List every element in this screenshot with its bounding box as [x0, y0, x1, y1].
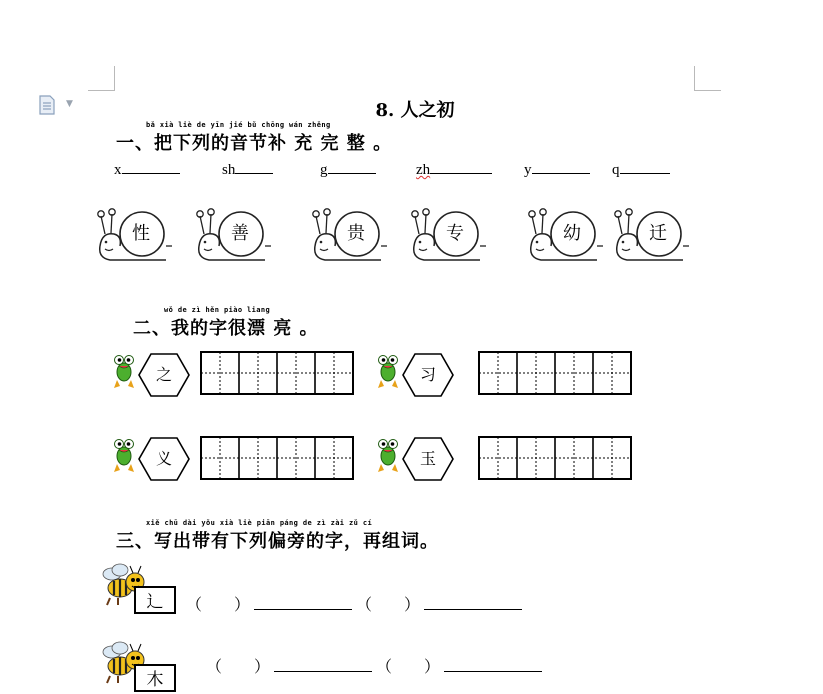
frog-icon [376, 436, 400, 474]
section2-heading: 二、我的字很漂 亮 。 [133, 318, 319, 339]
blank-label: x [114, 162, 122, 178]
hexagon-char-box [138, 353, 190, 397]
blank-label: q [612, 162, 620, 178]
snail-card [613, 202, 693, 266]
word-blank[interactable] [274, 657, 372, 672]
tianzige-grid[interactable] [200, 351, 354, 395]
model-char: 习 [419, 365, 436, 384]
radical-box: 辶 [134, 586, 176, 614]
pinyin-blank-2[interactable] [222, 162, 273, 179]
page-corner-top-left [88, 66, 115, 91]
section2-pinyin: wǒ de zì hěn piào liang [164, 306, 271, 314]
snail-card [96, 202, 176, 266]
word-blank[interactable] [254, 595, 352, 610]
hexagon-char-box [402, 353, 454, 397]
fill-row-1[interactable] [186, 592, 522, 615]
paren-blank[interactable]: （ ） [376, 659, 441, 676]
snail-char: 贵 [347, 223, 365, 244]
tianzige-grid[interactable] [478, 436, 632, 480]
tianzige-grid[interactable] [200, 436, 354, 480]
snail-card [410, 202, 490, 266]
paren-blank[interactable]: （ ） [206, 659, 271, 676]
blank-label: zh [416, 162, 431, 178]
hexagon-char-box [138, 437, 190, 481]
tianzige-grid[interactable] [478, 351, 632, 395]
fill-row-2[interactable] [206, 654, 542, 677]
snail-char: 善 [231, 223, 249, 244]
blank-label: g [320, 162, 328, 178]
section1-heading: 一、把下列的音节补 充 完 整 。 [116, 133, 393, 154]
word-blank[interactable] [444, 657, 542, 672]
pinyin-blank-6[interactable] [612, 162, 670, 179]
section1-pinyin: bǎ xià liè de yīn jié bǔ chōng wán zhěng [146, 121, 331, 129]
section3-heading: 三、写出带有下列偏旁的字，再组词。 [116, 531, 439, 552]
snail-char: 专 [446, 223, 464, 244]
blank-label: y [524, 162, 532, 178]
snail-char: 幼 [563, 223, 581, 244]
radical-box: 木 [134, 664, 176, 692]
snail-char: 迁 [649, 223, 667, 244]
page-corner-top-right [694, 66, 721, 91]
model-char: 玉 [419, 449, 436, 468]
pinyin-blank-5[interactable] [524, 162, 590, 179]
snail-char: 性 [132, 223, 150, 244]
paren-blank[interactable]: （ ） [186, 597, 251, 614]
snail-card [195, 202, 275, 266]
paren-blank[interactable]: （ ） [356, 597, 421, 614]
frog-icon [112, 436, 136, 474]
blank-label: sh [222, 162, 236, 178]
dropdown-caret-icon[interactable]: ▼ [66, 99, 73, 109]
document-icon[interactable] [38, 95, 56, 115]
model-char: 义 [155, 449, 172, 468]
section3-pinyin: xiě chū dài yǒu xià liè piān páng de zì zài zǔ cí [146, 519, 373, 527]
hexagon-char-box [402, 437, 454, 481]
pinyin-blank-4[interactable] [416, 162, 492, 179]
word-blank[interactable] [424, 595, 522, 610]
snail-card [527, 202, 607, 266]
frog-icon [112, 352, 136, 390]
model-char: 之 [155, 365, 172, 384]
pinyin-blank-1[interactable] [114, 162, 180, 179]
frog-icon [376, 352, 400, 390]
lesson-title: 8. 人之初 [375, 100, 455, 121]
pinyin-blank-3[interactable] [320, 162, 376, 179]
snail-card [311, 202, 391, 266]
